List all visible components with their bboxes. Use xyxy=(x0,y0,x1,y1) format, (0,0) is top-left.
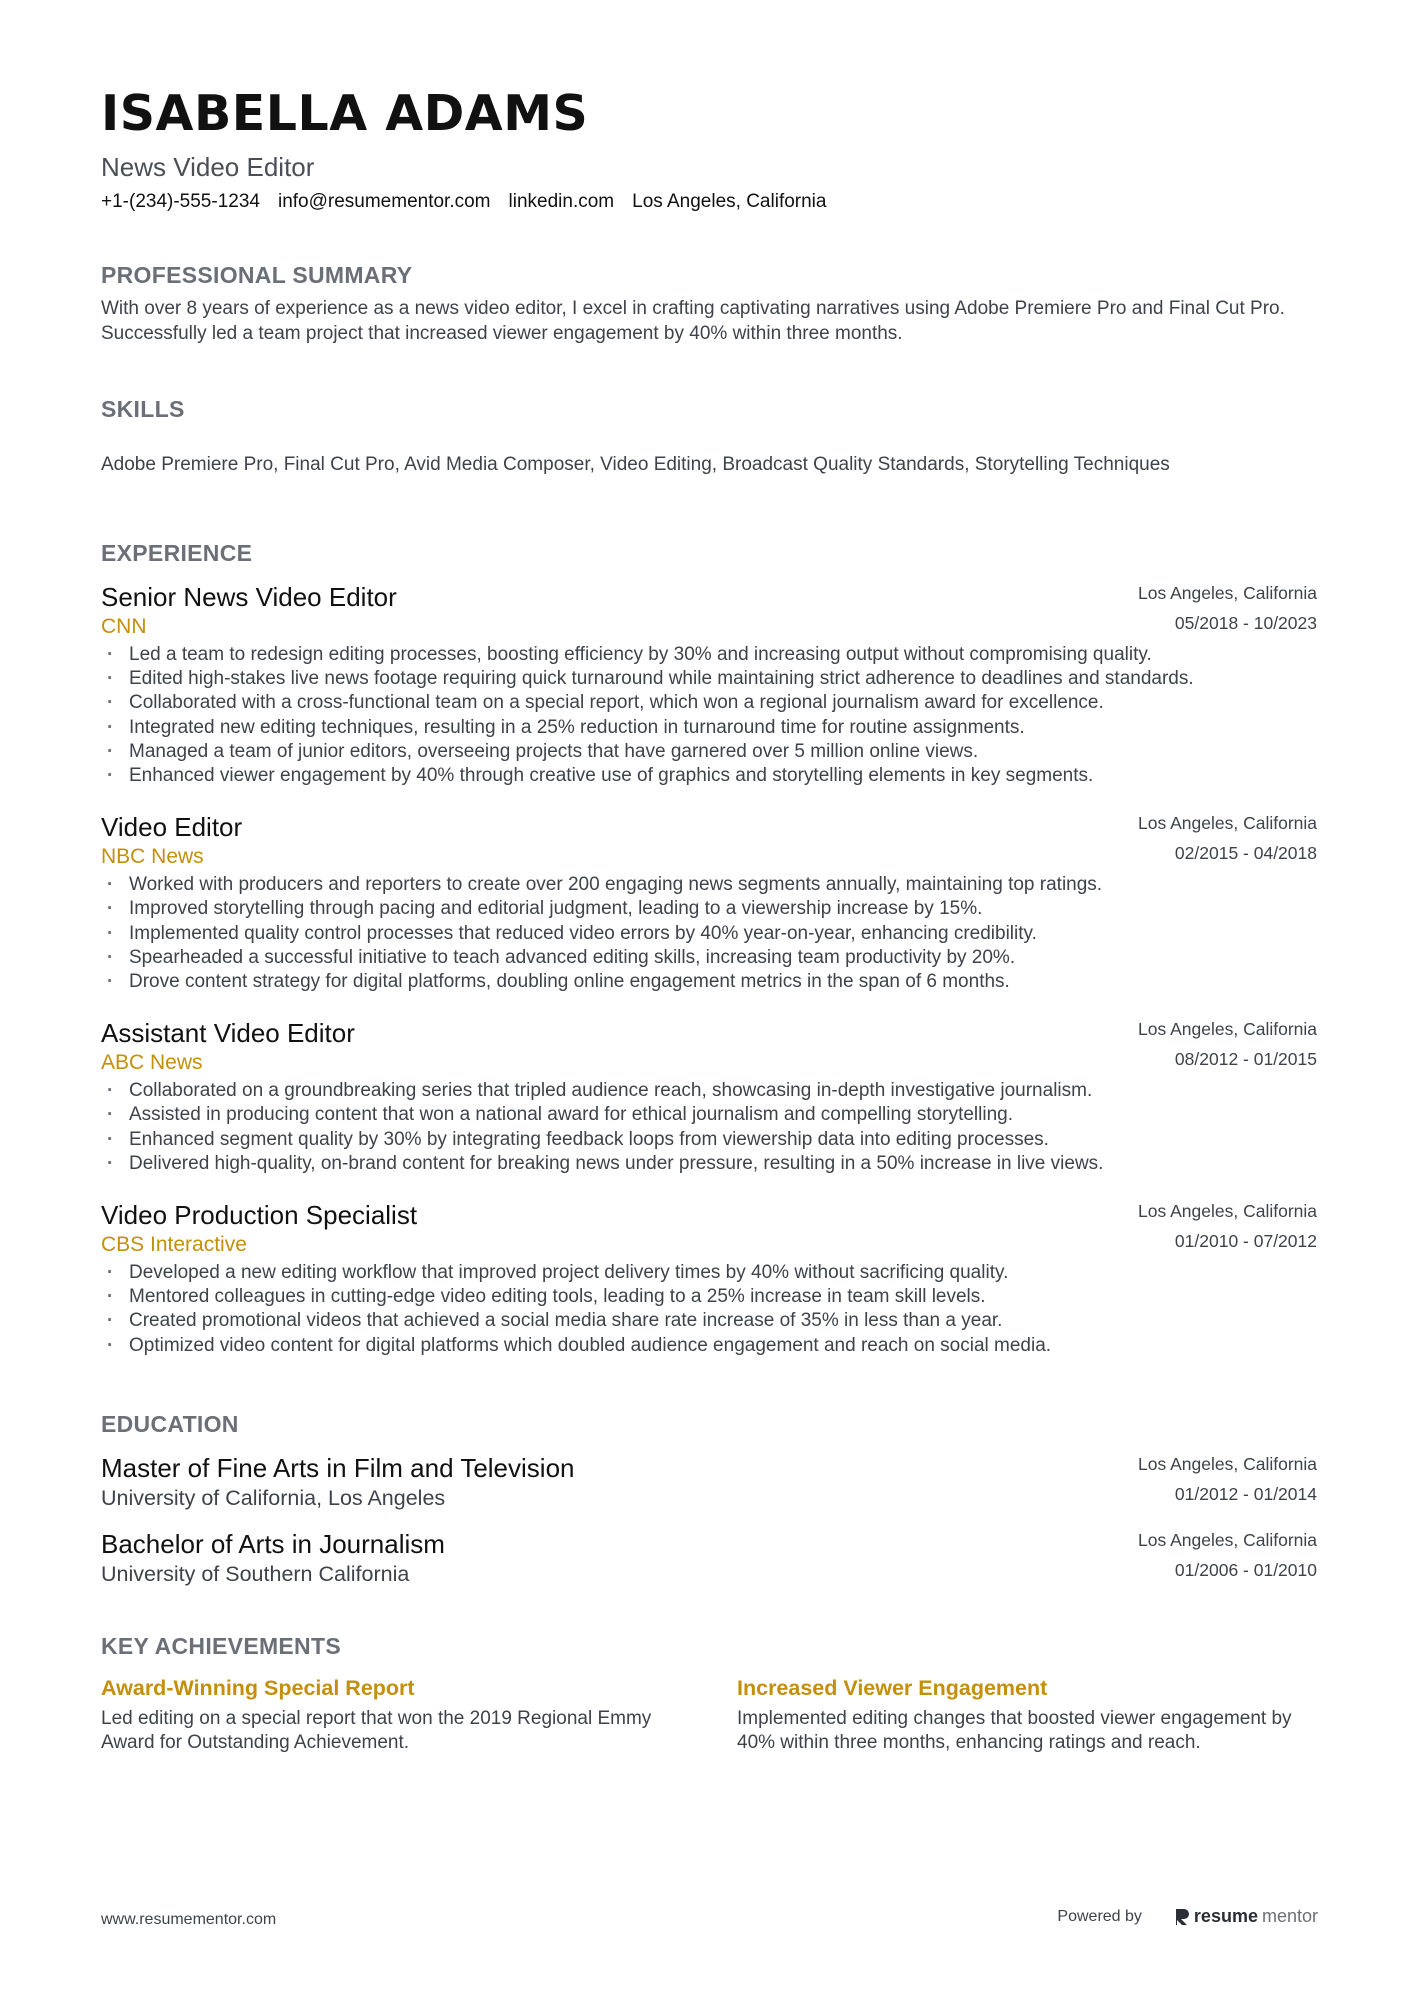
summary-text: With over 8 years of experience as a news video editor, I excel in crafting captivating narratives using Adobe Premiere Pro and Final Cut Pro. Successfully led a team project that increased viewer engagement by 40% within three months. xyxy=(101,298,1285,344)
education-location: Los Angeles, California xyxy=(1138,1453,1317,1474)
contact-linkedin: linkedin.com xyxy=(508,191,615,212)
job-dates: 08/2012 - 01/2015 xyxy=(1174,1049,1317,1070)
job-dates: 01/2010 - 07/2012 xyxy=(1174,1231,1317,1252)
job-bullets xyxy=(101,1079,1317,1176)
job-company: ABC News xyxy=(101,1051,203,1075)
education-section-title: EDUCATION xyxy=(101,1410,239,1437)
contact-phone: +1-(234)-555-1234 xyxy=(101,191,260,212)
education-school: University of California, Los Angeles xyxy=(101,1485,446,1510)
contact-location: Los Angeles, California xyxy=(632,191,827,212)
summary-section-title: PROFESSIONAL SUMMARY xyxy=(101,262,413,288)
job-location: Los Angeles, California xyxy=(1138,583,1317,603)
job-bullet: · Enhanced viewer engagement by 40% through creative use of graphics and storytelling elements in key segments. xyxy=(101,764,1317,788)
education-location: Los Angeles, California xyxy=(1138,1529,1317,1550)
job-location: Los Angeles, California xyxy=(1138,1019,1317,1040)
achievement-description: Led editing on a special report that won the 2019 Regional Emmy Award for Outstanding Achievement. xyxy=(101,1707,652,1754)
job-bullet: · Optimized video content for digital platforms which doubled audience engagement and reach on social media. xyxy=(101,1334,1317,1358)
experience-entry xyxy=(101,1017,1317,1176)
job-title: Assistant Video Editor xyxy=(101,1018,355,1049)
job-dates: 05/2018 - 10/2023 xyxy=(1174,613,1317,633)
job-bullet: · Collaborated on a groundbreaking series that tripled audience reach, showcasing in-depth investigative journalism. xyxy=(101,1079,1317,1103)
job-bullet: · Implemented quality control processes that reduced video errors by 40% year-on-year, enhancing credibility. xyxy=(101,922,1317,946)
experience-entry xyxy=(101,811,1317,994)
job-bullet: · Assisted in producing content that won a national award for ethical journalism and compelling storytelling. xyxy=(101,1103,1317,1127)
resume-header xyxy=(101,86,1317,214)
job-bullet: · Mentored colleagues in cutting-edge video editing tools, leading to a 25% increase in team skill levels. xyxy=(101,1285,1317,1309)
achievement-item xyxy=(737,1674,1317,1756)
education-degree: Bachelor of Arts in Journalism xyxy=(101,1528,445,1559)
candidate-headline: News Video Editor xyxy=(101,152,315,182)
job-bullet: · Drove content strategy for digital platforms, doubling online engagement metrics in the span of 6 months. xyxy=(101,970,1317,994)
job-company: CBS Interactive xyxy=(101,1233,247,1257)
achievement-name: Award-Winning Special Report xyxy=(101,1675,415,1700)
job-bullet: · Worked with producers and reporters to create over 200 engaging news segments annually, maintaining top ratings. xyxy=(101,873,1317,897)
job-bullet: · Developed a new editing workflow that improved project delivery times by 40% without sacrificing quality. xyxy=(101,1261,1317,1285)
experience-entry xyxy=(101,1199,1317,1358)
resumementor-logo-icon xyxy=(1174,1907,1190,1927)
experience-section-title: EXPERIENCE xyxy=(101,540,253,566)
job-dates: 02/2015 - 04/2018 xyxy=(1174,843,1317,864)
job-location: Los Angeles, California xyxy=(1138,813,1317,834)
job-company: NBC News xyxy=(101,845,204,869)
job-title: Senior News Video Editor xyxy=(101,582,397,612)
contact-line xyxy=(101,190,1317,214)
job-bullet: · Delivered high-quality, on-brand content for breaking news under pressure, resulting in a 50% increase in live views. xyxy=(101,1152,1317,1176)
education-dates: 01/2006 - 01/2010 xyxy=(1174,1559,1317,1580)
job-bullet: · Managed a team of junior editors, overseeing projects that have garnered over 5 million online views. xyxy=(101,740,1317,764)
job-title: Video Editor xyxy=(101,812,243,843)
contact-email: info@resumementor.com xyxy=(277,191,491,212)
resume-page xyxy=(101,86,1317,1756)
footer-branding xyxy=(1057,1906,1318,1927)
job-bullet: · Edited high-stakes live news footage requiring quick turnaround while maintaining strict adherence to deadlines and standards. xyxy=(101,667,1317,691)
brand-name-bold: resume xyxy=(1193,1906,1258,1926)
education-entry xyxy=(101,1528,1317,1588)
education-degree: Master of Fine Arts in Film and Television xyxy=(101,1452,575,1483)
job-bullet: · Collaborated with a cross-functional team on a special report, which won a regional journalism award for excellence. xyxy=(101,691,1317,715)
job-company: CNN xyxy=(101,615,147,638)
job-title: Video Production Specialist xyxy=(101,1200,418,1231)
job-bullet: · Integrated new editing techniques, resulting in a 25% reduction in turnaround time for routine assignments. xyxy=(101,716,1317,740)
skills-section-title: SKILLS xyxy=(101,396,185,422)
resumementor-brand-link[interactable] xyxy=(1174,1906,1318,1927)
education-entry xyxy=(101,1452,1317,1512)
job-bullets xyxy=(101,873,1317,994)
job-bullet: · Spearheaded a successful initiative to teach advanced editing skills, increasing team productivity by 20%. xyxy=(101,946,1317,970)
education-dates: 01/2012 - 01/2014 xyxy=(1174,1483,1317,1504)
job-bullet: · Created promotional videos that achieved a social media share rate increase of 35% in less than a year. xyxy=(101,1309,1317,1333)
job-bullet: · Enhanced segment quality by 30% by integrating feedback loops from viewership data into editing processes. xyxy=(101,1128,1317,1152)
footer-website-link[interactable]: www.resumementor.com xyxy=(101,1911,277,1928)
job-bullets xyxy=(101,643,1317,788)
job-location: Los Angeles, California xyxy=(1138,1201,1317,1222)
achievement-name: Increased Viewer Engagement xyxy=(737,1675,1048,1700)
achievement-description: Implemented editing changes that boosted viewer engagement by 40% within three months, enhancing ratings and reach. xyxy=(737,1707,1292,1754)
candidate-name: ISABELLA ADAMS xyxy=(101,85,589,142)
achievements-grid xyxy=(101,1674,1317,1756)
achievement-item xyxy=(101,1674,681,1756)
brand-name-light: mentor xyxy=(1261,1906,1318,1926)
education-school: University of Southern California xyxy=(101,1561,410,1586)
powered-by-label: Powered by xyxy=(1057,1907,1142,1925)
achievements-section-title: KEY ACHIEVEMENTS xyxy=(101,1632,341,1659)
job-bullet: · Improved storytelling through pacing and editorial judgment, leading to a viewership increase by 15%. xyxy=(101,897,1317,921)
skills-text: Adobe Premiere Pro, Final Cut Pro, Avid Media Composer, Video Editing, Broadcast Quality Standards, Storytelling Techniques xyxy=(101,454,1170,475)
job-bullet: · Led a team to redesign editing processes, boosting efficiency by 30% and increasing output without compromising quality. xyxy=(101,643,1317,667)
experience-entry xyxy=(101,581,1317,788)
job-bullets xyxy=(101,1261,1317,1358)
